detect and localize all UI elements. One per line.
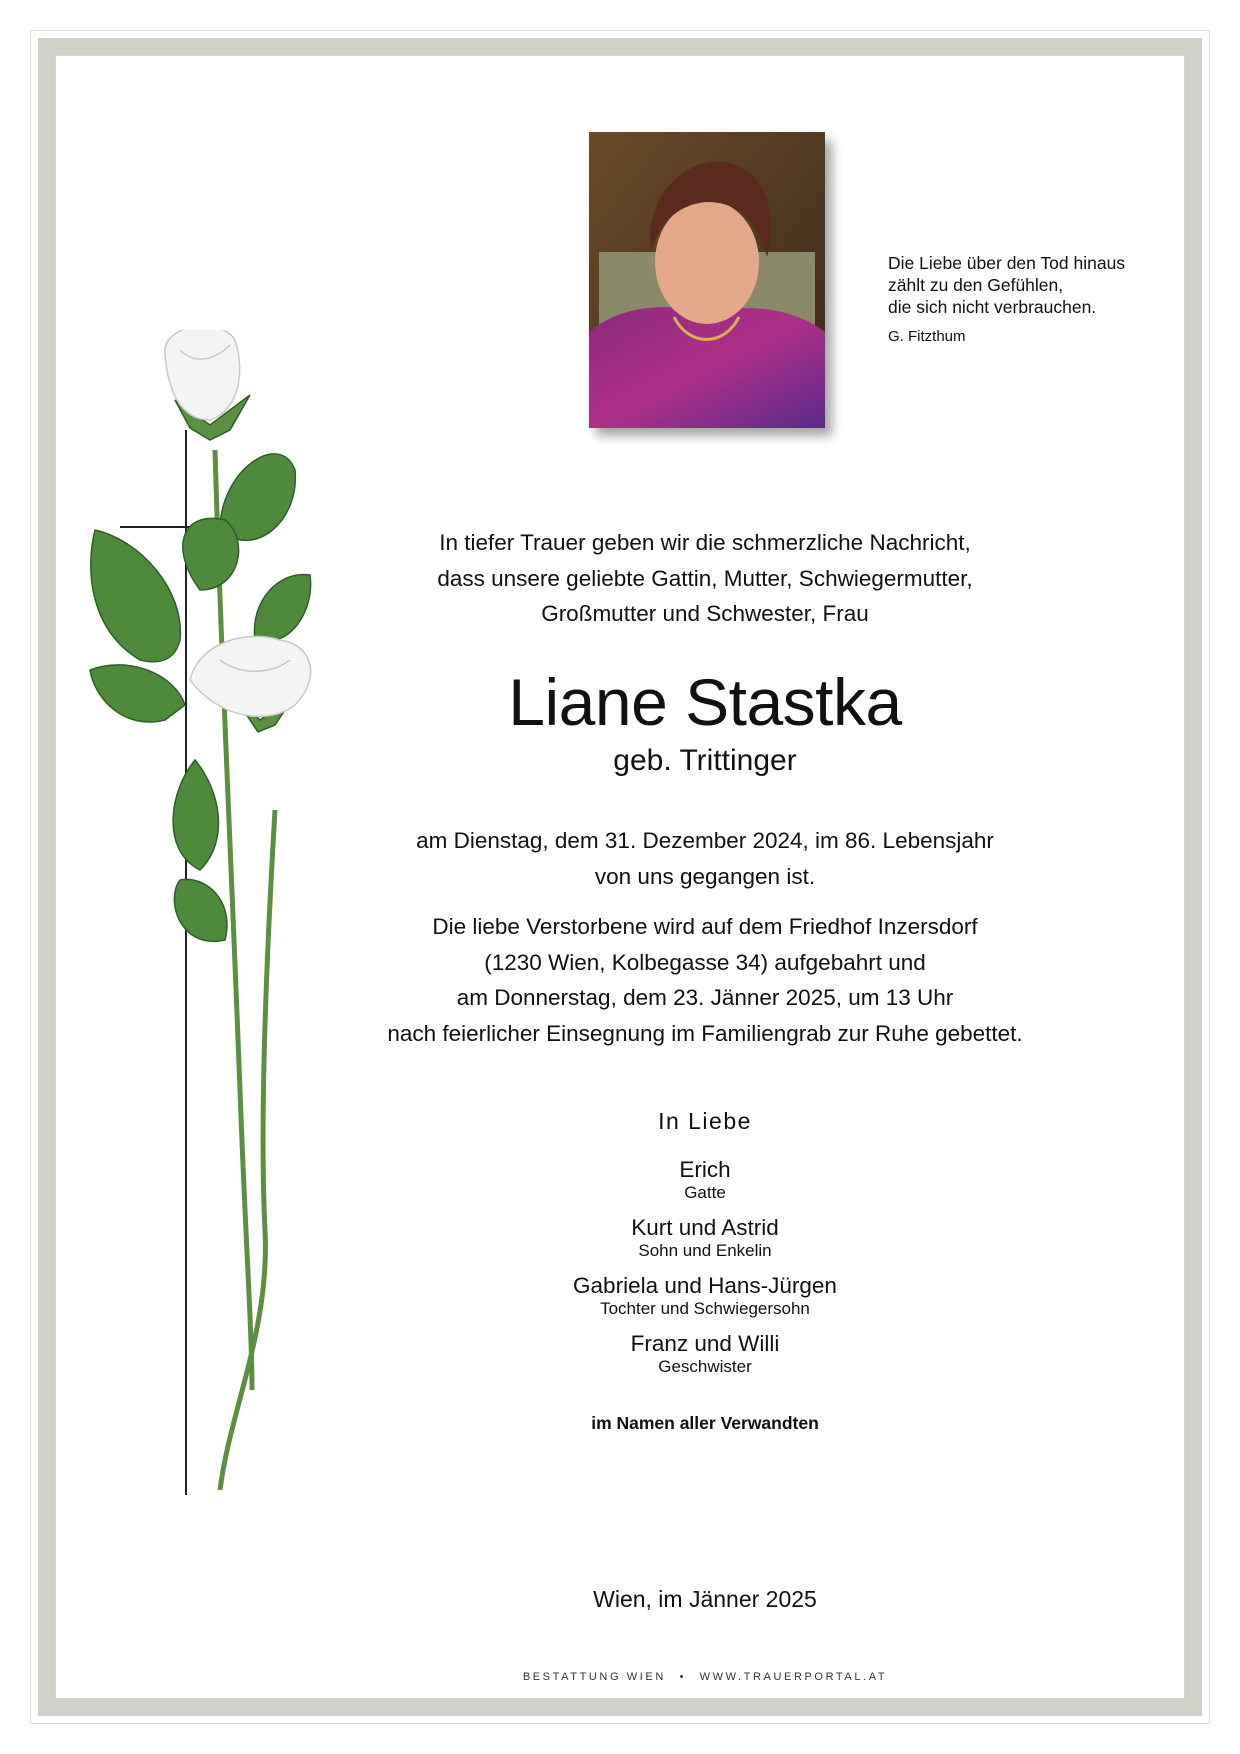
announcement-intro [370,525,1040,632]
intro-line: Großmutter und Schwester, Frau [541,601,869,626]
portrait-photo [589,132,825,428]
footer-website[interactable]: WWW.TRAUERPORTAL.AT [699,1671,888,1683]
quote-line: zählt zu den Gefühlen, [888,275,1064,295]
mourner-entry [370,1214,1040,1261]
footer-separator: • [679,1671,687,1683]
death-line: am Dienstag, dem 31. Dezember 2024, im 86. Lebensjahr [416,828,994,853]
mourner-entry [370,1156,1040,1203]
photo-face [655,200,759,324]
footer-company: BESTATTUNG WIEN [522,1671,666,1683]
death-notice [370,823,1040,895]
quote-line: die sich nicht verbrauchen. [888,297,1097,317]
leaf [91,530,181,662]
funeral-line: Die liebe Verstorbene wird auf dem Friedhof Inzersdorf [432,914,978,939]
mourner-name: Franz und Willi [630,1331,780,1356]
rose-cross-illustration [80,330,380,1510]
rose-petals [190,636,311,716]
funeral-line: (1230 Wien, Kolbegasse 34) aufgebahrt und [484,949,926,975]
mourner-relation: Tochter und Schwiegersohn [600,1299,810,1318]
mourner-name: Gabriela und Hans-Jürgen [573,1273,837,1298]
deceased-name: Liane Stastka [508,665,902,739]
mourner-entry [370,1272,1040,1319]
stem-lower-rose [220,810,275,1490]
leaf [174,879,227,941]
mourner-entry [370,1330,1040,1377]
relatives-note: im Namen aller Verwandten [591,1413,819,1433]
memorial-quote [888,252,1125,348]
quote-line: Die Liebe über den Tod hinaus [888,253,1126,273]
maiden-name: geb. Trittinger [613,744,797,777]
death-line: von uns gegangen ist. [594,864,816,889]
leaf [183,518,239,590]
leaf [173,760,218,870]
leaf [90,665,185,722]
intro-line: dass unsere geliebte Gattin, Mutter, Schwiegermutter, [437,565,973,591]
footer [370,1671,1040,1683]
lower-rose [190,636,311,732]
in-liebe-heading: In Liebe [658,1108,752,1134]
mourner-name: Erich [679,1157,731,1182]
mourner-relation: Sohn und Enkelin [638,1241,772,1260]
mourners-list [370,1156,1040,1388]
upper-rose [165,330,250,440]
quote-author: G. Fitzthum [888,328,966,345]
funeral-line: am Donnerstag, dem 23. Jänner 2025, um 13 Uhr [456,985,954,1010]
intro-line: In tiefer Trauer geben wir die schmerzliche Nachricht, [439,530,971,555]
mourner-relation: Geschwister [658,1357,752,1376]
funeral-line: nach feierlicher Einsegnung im Familiengrab zur Ruhe gebettet. [387,1020,1023,1046]
mourner-name: Kurt und Astrid [631,1215,779,1240]
mourner-relation: Gatte [684,1183,726,1202]
photo-jacket [589,307,825,428]
rose-petals [165,330,240,420]
place-date: Wien, im Jänner 2025 [593,1586,817,1612]
funeral-details [370,909,1040,1051]
leaf [254,574,310,641]
